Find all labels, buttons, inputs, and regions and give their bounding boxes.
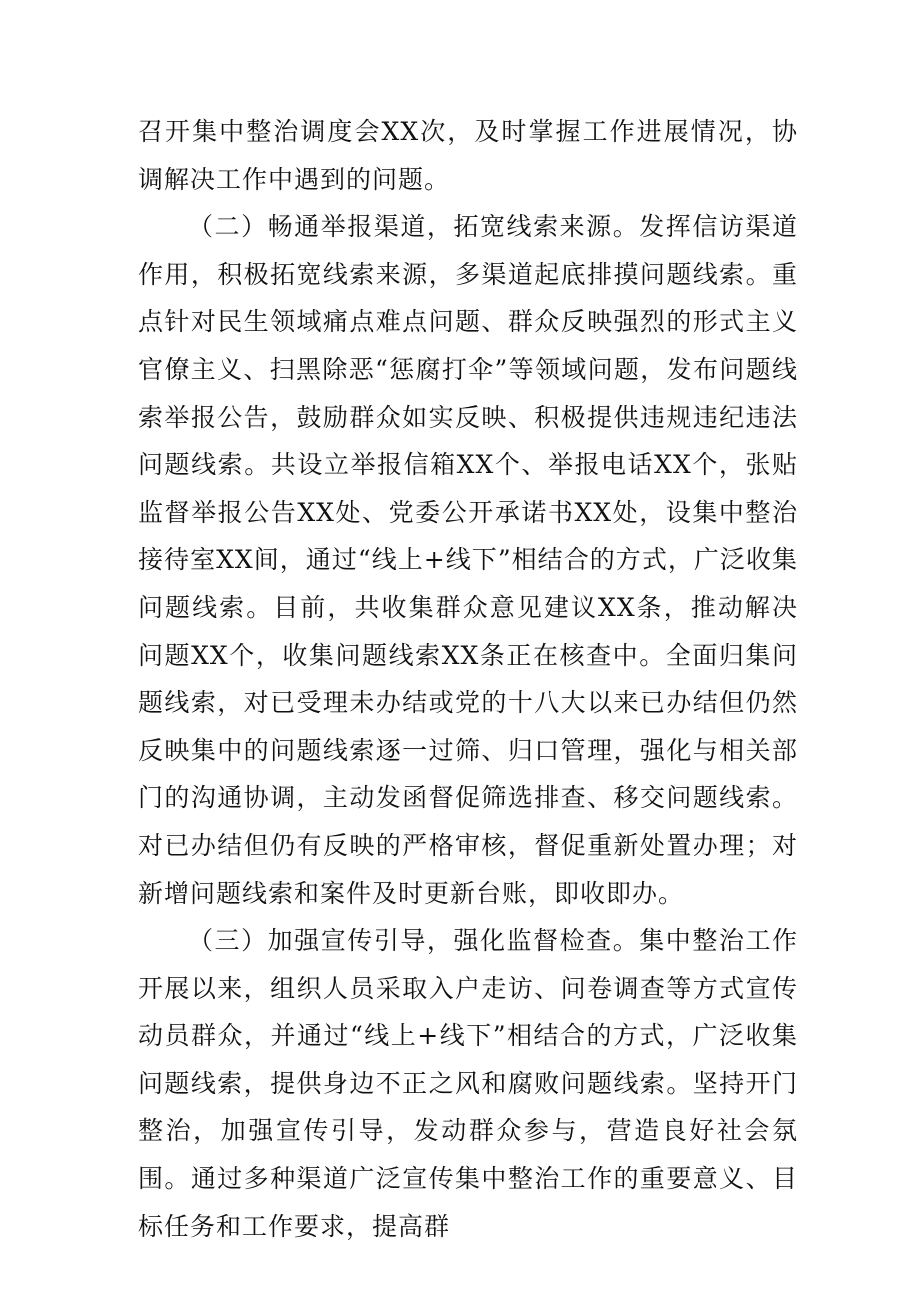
paragraph-section-two: （二）畅通举报渠道，拓宽线索来源。发挥信访渠道作用，积极拓宽线索来源，多渠道起底排摸问题线索。重点针对民生领域痛点难点问题、群众反映强烈的形式主义官僚主义、扫黑除恶“惩腐打伞”等领域问题，发布问题线索举报公告，鼓励群众如实反映、积极提供违规违纪违法问题线索。共设立举报信箱XX个、举报电话XX个，张贴监督举报公告XX处、党委公开承诺书XX处，设集中整治接待室XX间，通过“线上+线下”相结合的方式，广泛收集问题线索。目前，共收集群众意见建议XX条，推动解决问题XX个，收集问题线索XX条正在核查中。全面归集问题线索，对已受理未办结或党的十八大以来已办结但仍然反映集中的问题线索逐一过筛、归口管理，强化与相关部门的沟通协调，主动发函督促筛选排查、移交问题线索。对已办结但仍有反映的严格审核，督促重新处置办理；对新增问题线索和案件及时更新台账，即收即办。: [138, 212, 798, 908]
paragraph-continuation: 召开集中整治调度会XX次，及时掌握工作进展情况，协调解决工作中遇到的问题。: [138, 117, 798, 194]
document-body: [138, 108, 798, 1250]
paragraph-section-three: （三）加强宣传引导，强化监督检查。集中整治工作开展以来，组织人员采取入户走访、问卷调查等方式宣传动员群众，并通过“线上+线下”相结合的方式，广泛收集问题线索，提供身边不正之风和腐败问题线索。坚持开门整治，加强宣传引导，发动群众参与，营造良好社会氛围。通过多种渠道广泛宣传集中整治工作的重要意义、目标任务和工作要求，提高群: [138, 926, 798, 1241]
